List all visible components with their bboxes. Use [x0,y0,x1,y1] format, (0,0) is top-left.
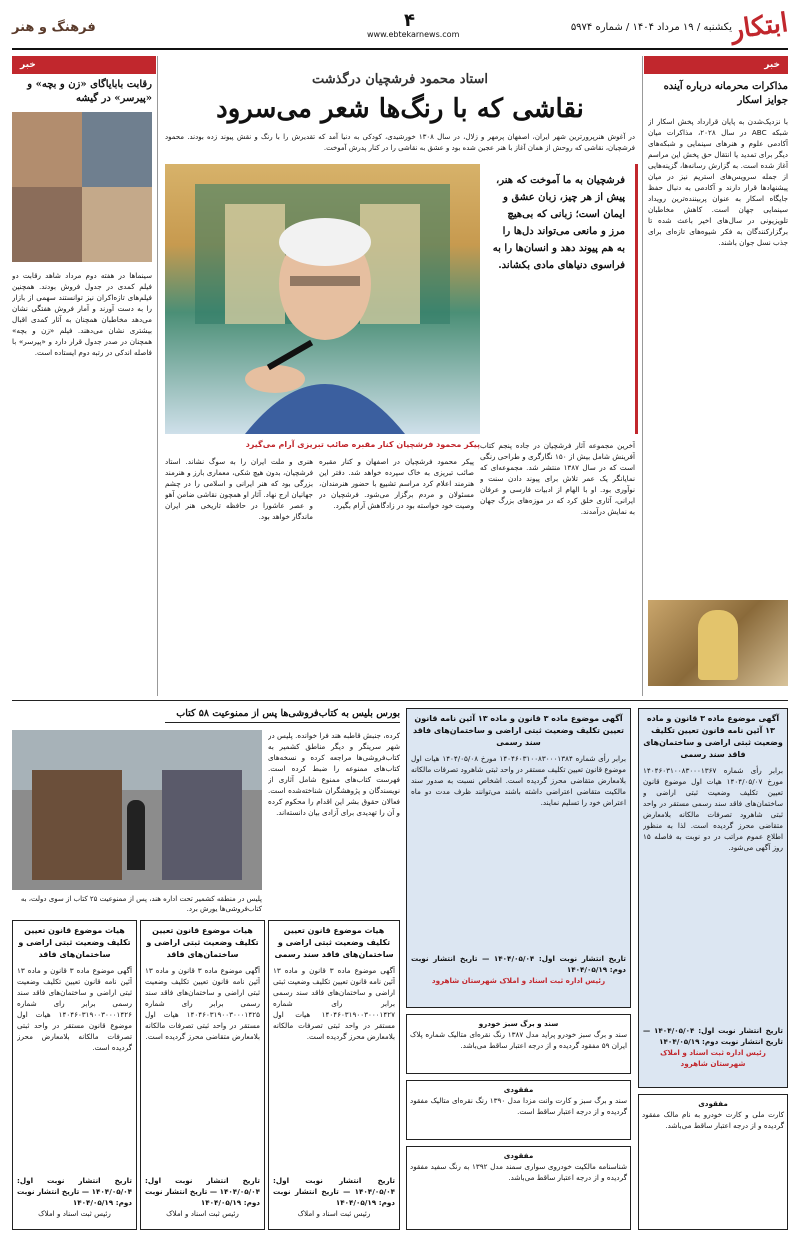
masthead [12,8,788,50]
small-notice-1-title: سند و برگ سبز خودرو [478,1019,559,1028]
small-notice-3-title: مفقودی [503,1151,534,1160]
feature-body-col3: آخرین مجموعه آثار فرشچیان در جاده پنجم کتاب آفرینش شامل بیش از ۱۵۰ نگارگری و طراحی رنگی است که در سال ۱۳۸۷ منتشر شد. مجموعه‌ای که نمایانگر یک عمر تلاش برای پیوند دادن سنت و نوآوری بود. او با الهام از ادبیات فارسی و عرفان ایرانی، آثاری خلق کرد که در موزه‌های بزرگ جهان به نمایش درآمدند. [480,441,635,516]
pullquote: فرشچیان به ما آموخت که هنر، پیش از هر چیز، زبان عشق و ایمان است؛ زبانی که بی‌هیچ مرز و مانعی می‌تواند دل‌ها را به هم پیوند دهد و انسان‌ها را به فراسوی دنیاهای مادی بکشاند. [492,175,625,271]
small-notice-4-title: مفقودی [698,1099,728,1108]
small-notice-1 [406,1014,631,1074]
left-column-body: سینماها در هفته دوم مرداد شاهد رقابت دو فیلم کمدی در جدول فروش بودند. همچنین فیلم‌های تازه‌اکران نیز توانستند سهمی از بازار را به دست آورند و آمار فروش هفتگی نشان می‌دهد مخاطبان همچنان به آثار کمدی اقبال بیشتری نشان می‌دهند. فیلم «زن و بچه» همچنان در صدر جدول قرار دارد و «پیرسر» با فاصله اندکی در رتبه دوم ایستاده است. [12,271,152,357]
small-notice-3-body: شناسنامه مالکیت خودروی سواری سمند مدل ۱۳۹۲ به رنگ سفید مفقود گردیده و از درجه اعتبار ساقط می‌باشد. [410,1162,627,1182]
left-column-title: رقابت بابایاگای «زن و بچه» و «پیرسر» در گیشه [27,79,152,104]
small-notice-2-title: مفقودی [503,1085,534,1094]
person-figure [127,800,145,870]
notice-1 [638,708,788,1088]
film-stills-collage [12,112,152,262]
notice-4-body: آگهی موضوع ماده ۳ قانون و ماده ۱۳ آئین نامه قانون تعیین تکلیف وضعیت ثبتی اراضی و ساختمان‌های فاقد سند رسمی برابر رای شماره ۱۴۰۴۶۰۳۱۹۰۰۳۰۰۰۱۴۲۵ هیات اول مستقر در واحد ثبتی تصرفات مالکانه بلامعارض متقاضی محرز گردیده است. [145,966,260,1041]
pullquote-box [486,164,638,434]
portrait-figure [165,164,480,434]
small-notice-4 [638,1094,788,1230]
notice-3-body: آگهی موضوع ماده ۳ قانون و ماده ۱۳ آئین نامه قانون تعیین تکلیف وضعیت ثبتی اراضی و ساختمان‌های فاقد سند رسمی برابر رای شماره ۱۴۰۴۶۰۳۱۹۰۰۳۰۰۰۱۴۲۶ هیات اول موضوع قانون مستقر در واحد ثبتی تصرفات مالکانه بلامعارض محرز گردیده است. [17,966,132,1052]
feature-lead: در آغوش هنرپرورترین شهر ایران، اصفهان پرمهر و زلال، در سال ۱۳۰۸ خورشیدی، کودکی به دنیا آمد که تقدیرش را با رنگ و نقش پیوند زده بودند. محمود فرشچیان، نقاشی که روحش از همان آغاز با هنر عجین شده بود و عشق به نقاشی را در کنار پدرش آموخت. [165,133,635,152]
page-number: ۴ [404,10,415,31]
right-column-title: مذاکرات محرمانه درباره آینده جوایز اسکار [663,81,788,106]
bookstore-caption: پلیس در منطقه کشمیر تحت اداره هند، پس از ممنوعیت ۲۵ کتاب از سوی دولت، به کتاب‌فروشی‌ها یورش برد. [20,895,262,913]
notice-2 [406,708,631,1008]
notice-3-dates: تاریخ انتشار نوبت اول: ۱۴۰۴/۰۵/۰۴ — تاریخ انتشار نوبت دوم: ۱۴۰۴/۰۵/۱۹ [17,1176,132,1207]
notice-1-dates: تاریخ انتشار نوبت اول: ۱۴۰۴/۰۵/۰۴ — تاریخ انتشار نوبت دوم: ۱۴۰۴/۰۵/۱۹ [643,1026,783,1046]
oscar-statue-icon [698,610,738,680]
notice-5-sign: رئیس ثبت اسناد و املاک [297,1209,371,1218]
oscar-photo [648,600,788,686]
logo: ابتکار [729,7,790,46]
right-column-label: خبر [644,56,788,74]
right-column-body: با نزدیک‌شدن به پایان قرارداد پخش اسکار از شبکه ABC در سال ۲۰۲۸، مذاکرات میان آکادمی علوم و هنرهای سینمایی و شبکه‌های دیگر برای تمدید یا انتقال حق پخش این مراسم آغاز شده است. به گزارش رسانه‌ها، گزینه‌هایی از جمله سرویس‌های استریم نیز در میان پیشنهادها قرار دارند و آکادمی به دنبال حفظ جایگاه اسکار به عنوان پربیننده‌ترین رویداد سینمایی جهان است. کاهش مخاطبان تلویزیونی در سال‌های اخیر باعث شده تا برگزارکنندگان به فکر شیوه‌های تازه‌ای برای جذب نسل جوان باشند. [648,117,788,247]
notice-5-title: هیات موضوع قانون تعیین تکلیف وضعیت ثبتی اراضی و ساختمان‌های فاقد سند رسمی [274,926,394,959]
bookstore-photo [12,730,262,890]
issue-info: یکشنبه / ۱۹ مرداد ۱۴۰۴ / شماره ۵۹۷۴ [570,22,732,33]
small-notice-4-body: کارت ملی و کارت خودرو به نام مالک مفقود گردیده و از درجه اعتبار ساقط می‌باشد. [642,1110,784,1130]
small-notice-2 [406,1080,631,1140]
notice-2-dates: تاریخ انتشار نوبت اول: ۱۴۰۴/۰۵/۰۴ — تاریخ انتشار نوبت دوم: ۱۴۰۴/۰۵/۱۹ [411,954,626,974]
feature-kicker: استاد محمود فرشچیان درگذشت [312,72,488,87]
feature-caption: پیکر محمود فرشچیان کنار مقبره صائب تبریزی آرام می‌گیرد [245,440,480,449]
feature-title: نقاشی که با رنگ‌ها شعر می‌سرود [216,94,584,124]
section-name: فرهنگ و هنر [12,20,96,35]
notice-3-title: هیات موضوع قانون تعیین تکلیف وضعیت ثبتی اراضی و ساختمان‌های فاقد [18,926,131,959]
notice-4 [140,920,265,1230]
notice-3 [12,920,137,1230]
notice-2-title: آگهی موضوع ماده ۳ قانون و ماده ۱۳ آئین نامه قانون تعیین تکلیف وضعیت ثبتی اراضی و ساختمان‌های فاقد سند رسمی [412,714,624,747]
notice-4-title: هیات موضوع قانون تعیین تکلیف وضعیت ثبتی اراضی و ساختمان‌های فاقد [146,926,259,959]
small-notice-2-body: سند و برگ سبز و کارت وانت مزدا مدل ۱۳۹۰ رنگ نقره‌ای متالیک مفقود گردیده و از درجه اعتبار ساقط است. [410,1096,627,1116]
left-column-label: خبر [12,56,156,74]
feature-body-col1: هنری و ملت ایران را به سوگ نشاند. استاد فرشچیان، بدون هیچ شکی، معماری بارز و هنرمند بزرگی بود که هنر ایرانی و اسلامی را در چشم جهانیان ارج نهاد. آثار او همچون نقاشی ضامن آهو و عصر عاشورا در حافظه تاریخی هنر ایران ماندگار خواهد بود. [165,457,313,521]
notice-2-body: برابر رأی شماره ۱۴۰۴۶۰۳۱۰۰۸۳۰۰۰۱۳۸۴ مورخ ۱۴۰۴/۰۵/۰۸ هیات اول موضوع قانون تعیین تکلیف مستقر در واحد ثبتی شاهرود تصرفات مالکانه بلامعارض متقاضی محرز گردیده است. اشخاص نسبت به صدور سند مالکیت متقاضی اعتراضی داشته باشند می‌توانند ظرف مدت دو ماه اعتراض خود را تسلیم نمایند. [411,754,626,807]
notice-1-title: آگهی موضوع ماده ۳ قانون و ماده ۱۳ آئین نامه قانون تعیین تکلیف وضعیت ثبتی اراضی و ساختمان‌های فاقد سند رسمی [643,714,783,759]
site-url[interactable]: www.ebtekarnews.com [367,30,460,39]
notice-4-dates: تاریخ انتشار نوبت اول: ۱۴۰۴/۰۵/۰۴ — تاریخ انتشار نوبت دوم: ۱۴۰۴/۰۵/۱۹ [145,1176,260,1207]
bookstore-title: بورس بلیس به کتاب‌فروشی‌ها پس از ممنوعیت ۵۸ کتاب [165,708,400,723]
notice-1-body: برابر رأی شماره ۱۴۰۴۶۰۳۱۰۰۸۳۰۰۰۱۳۶۷ مورخ ۱۴۰۴/۰۵/۰۷ هیات اول موضوع قانون تعیین تکلیف وضعیت ثبتی اراضی و ساختمان‌های فاقد سند رسمی مستقر در واحد ثبتی شاهرود تصرفات مالکانه بلامعارض متقاضی محرز گردیده است. لذا به منظور اطلاع عموم مراتب در دو نوبت به فاصله ۱۵ روز آگهی می‌شود. [643,766,783,852]
small-notice-3 [406,1146,631,1230]
notice-4-sign: رئیس ثبت اسناد و املاک [166,1209,239,1218]
notice-2-sign: رئیس اداره ثبت اسناد و املاک شهرستان شاهرود [431,976,606,985]
small-notice-1-body: سند و برگ سبز خودرو پراید مدل ۱۳۸۷ رنگ نقره‌ای متالیک شماره پلاک ایران ۵۹ مفقود گردیده و از درجه اعتبار ساقط می‌باشد. [410,1030,627,1050]
notice-1-sign: رئیس اداره ثبت اسناد و املاک شهرستان شاهرود [660,1048,766,1068]
notice-5-body: آگهی موضوع ماده ۳ قانون و ماده ۱۳ آئین نامه قانون تعیین تکلیف وضعیت ثبتی اراضی و ساختمان‌های فاقد سند رسمی برابر رای شماره ۱۴۰۴۶۰۳۱۹۰۰۳۰۰۰۱۴۲۷ هیات اول مستقر در واحد ثبتی تصرفات مالکانه بلامعارض محرز گردیده است. [273,966,395,1041]
bookstore-body: کرده، جنبش قاطبه هند فرا خوانده. پلیس در شهر سرینگر و دیگر مناطق کشمیر به کتاب‌فروشی‌ها مراجعه کرده و نسخه‌های کتاب‌های ممنوعه را ضبط کرده است. فهرست کتاب‌های ممنوع شامل آثاری از نویسندگان و پژوهشگران شناخته‌شده است. فعالان حقوق بشر این اقدام را محکوم کرده و آن را تهدیدی برای آزادی بیان دانسته‌اند. [268,731,400,817]
notice-5-dates: تاریخ انتشار نوبت اول: ۱۴۰۴/۰۵/۰۴ — تاریخ انتشار نوبت دوم: ۱۴۰۴/۰۵/۱۹ [273,1176,395,1207]
feature-body-col2: پیکر محمود فرشچیان در اصفهان و کنار مقبره صائب تبریزی به خاک سپرده خواهد شد. دفتر این هنرمند اعلام کرد مراسم تشییع با حضور هنرمندان، مسئولان و مردم برگزار می‌شود. فرشچیان در وصیت خود خواسته بود در زادگاهش آرام بگیرد. [319,457,474,510]
portrait-photo [165,164,480,434]
notice-3-sign: رئیس ثبت اسناد و املاک [38,1209,111,1218]
notice-5 [268,920,400,1230]
